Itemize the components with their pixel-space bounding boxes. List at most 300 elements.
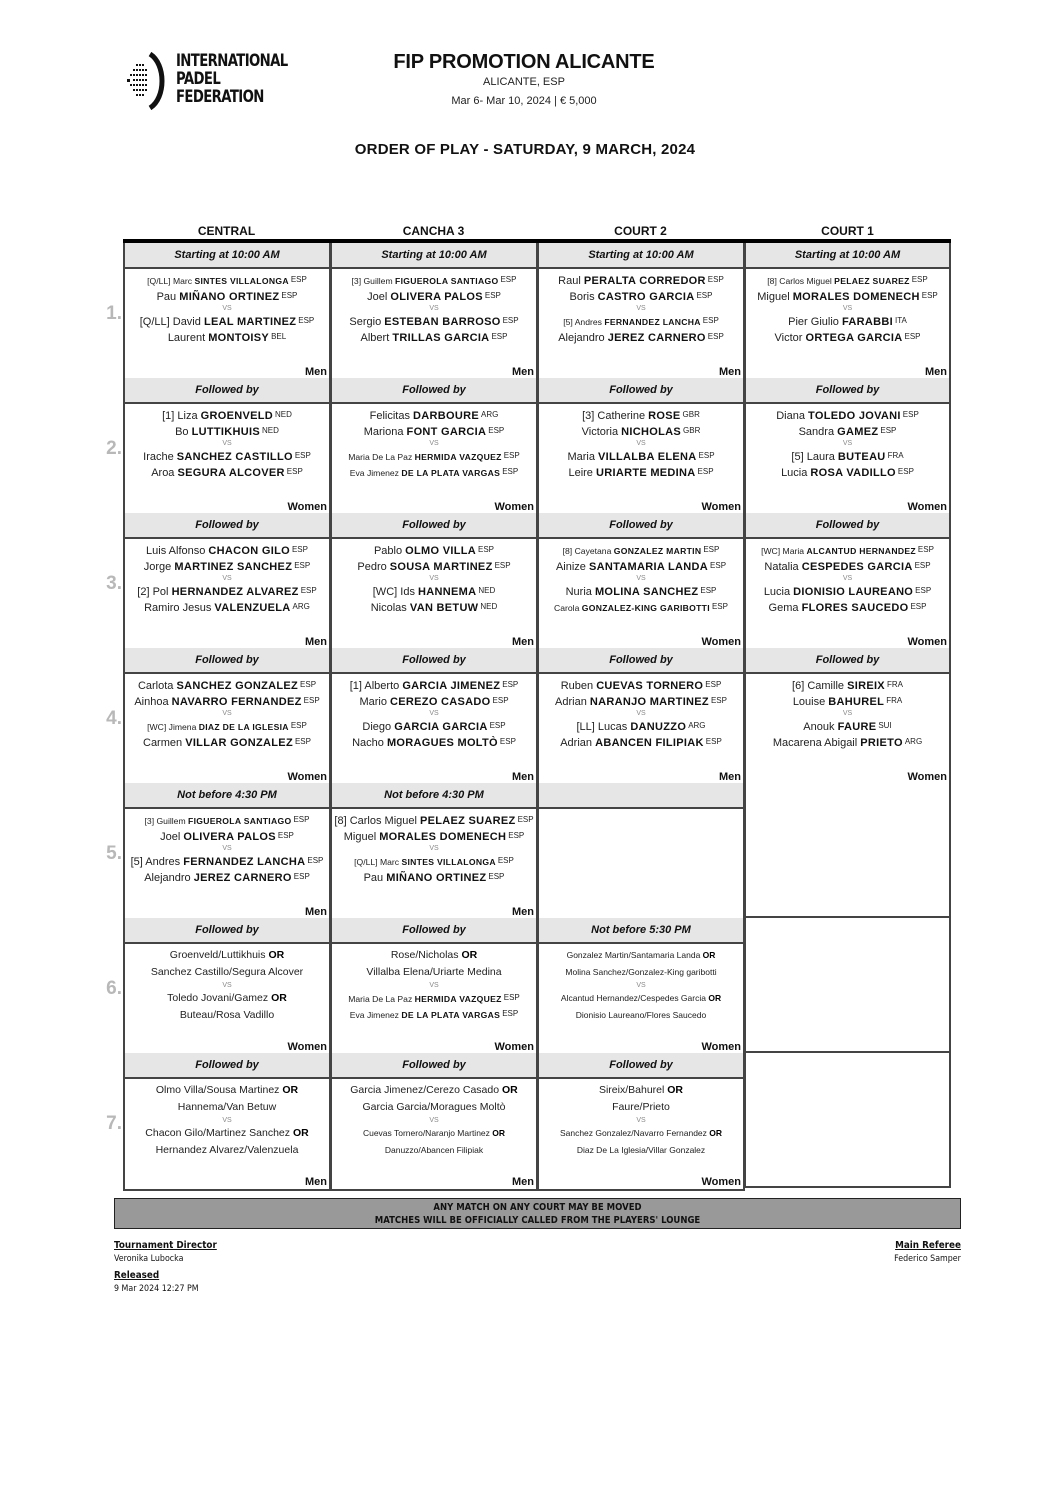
player-line (125, 407, 329, 423)
player-first-name: Maria (782, 546, 805, 556)
court-headers (123, 224, 951, 238)
player-last-name: DIONISIO LAUREANO (793, 586, 914, 598)
player-nationality: ESP (710, 696, 727, 705)
player-last-name: PELAEZ SUAREZ (420, 815, 516, 827)
match-category: Women (701, 1041, 741, 1053)
match-body (125, 1079, 329, 1189)
player-last-name: LEAL MARTINEZ (203, 316, 297, 328)
player-line (332, 693, 536, 709)
player-line (539, 329, 743, 345)
match-cell[interactable] (123, 783, 331, 921)
player-nationality: ESP (492, 696, 509, 705)
player-first-name: Eva Jimenez (349, 1010, 399, 1020)
logo-wordmark (176, 52, 288, 106)
match-body (539, 539, 743, 649)
pair-line (539, 1007, 743, 1024)
player-first-name: Nacho (352, 737, 384, 749)
vs-label: VS (842, 440, 853, 447)
player-first-name: Carmen (143, 737, 183, 749)
player-nationality: ESP (497, 856, 514, 865)
vs-label: VS (636, 982, 646, 989)
vs-label: VS (842, 575, 853, 582)
match-cell[interactable] (744, 243, 951, 381)
player-nationality: ESP (303, 696, 320, 705)
player-line (539, 313, 743, 329)
player-line (539, 407, 743, 423)
player-line (539, 288, 743, 304)
tournament-director-label: Tournament Director (114, 1240, 217, 1251)
court-header-cancha-3: CANCHA 3 (402, 224, 465, 238)
player-first-name: Marc (379, 857, 400, 867)
match-body (125, 944, 329, 1054)
match-category: Women (287, 1041, 327, 1053)
player-line (332, 464, 536, 480)
player-last-name: SINTES VILLALONGA (194, 276, 289, 286)
player-nationality: GBR (683, 426, 701, 435)
player-first-name: Adrian (555, 696, 587, 708)
match-time: Followed by (125, 378, 329, 404)
match-cell[interactable] (537, 648, 745, 786)
match-cell[interactable] (537, 513, 745, 651)
match-cell[interactable] (123, 918, 331, 1056)
match-time: Followed by (539, 648, 743, 674)
match-body (125, 674, 329, 784)
match-players (125, 812, 329, 885)
player-last-name: OLIVERA PALOS (183, 831, 276, 843)
player-first-name: Ainize (555, 561, 586, 573)
row-number: 2. (106, 438, 122, 459)
player-last-name: SANCHEZ CASTILLO (176, 451, 293, 463)
pair-names: Cuevas Tornero/Naranjo Martinez (362, 1128, 490, 1138)
player-line (332, 313, 536, 329)
player-last-name: MONTOISY (208, 332, 270, 344)
match-category: Women (287, 501, 327, 513)
player-line (332, 599, 536, 615)
player-nationality: ESP (517, 815, 534, 824)
player-line (539, 599, 743, 615)
match-players (332, 947, 536, 1022)
row-number: 6. (106, 978, 122, 999)
player-nationality: ESP (488, 426, 505, 435)
player-line (746, 583, 949, 599)
match-time: Followed by (332, 378, 536, 404)
match-cell[interactable] (330, 1053, 538, 1191)
pair-line (332, 947, 536, 964)
player-nationality: ESP (286, 467, 303, 476)
pair-line (125, 1007, 329, 1024)
or-label: OR (292, 1127, 309, 1139)
match-body (332, 404, 536, 514)
player-last-name: FAURE (837, 721, 877, 733)
player-last-name: CHACON GILO (208, 545, 290, 557)
player-first-name: Victoria (581, 426, 619, 438)
player-last-name: TOLEDO JOVANI (808, 410, 901, 422)
player-line (125, 542, 329, 558)
match-cell[interactable] (330, 918, 538, 1056)
player-nationality: ESP (502, 316, 519, 325)
player-line (125, 869, 329, 885)
player-line (746, 464, 949, 480)
player-nationality: ESP (293, 815, 310, 824)
pair-line (125, 1125, 329, 1142)
player-seed: [Q/LL] (147, 276, 171, 286)
vs-label: VS (636, 1117, 646, 1124)
player-nationality: ITA (894, 316, 907, 325)
player-last-name: GAMEZ (837, 426, 879, 438)
player-last-name: HERNANDEZ ALVAREZ (171, 586, 299, 598)
player-first-name: Louise (792, 696, 826, 708)
vs-label: VS (429, 575, 439, 582)
empty-court-1-slots (744, 783, 951, 1188)
pair-names: Villalba Elena/Uriarte Medina (366, 966, 502, 978)
player-last-name: NAVARRO FERNANDEZ (171, 696, 302, 708)
player-first-name: Albert (360, 332, 390, 344)
match-cell[interactable] (744, 648, 951, 786)
player-nationality: ESP (494, 561, 511, 570)
player-seed: [5] (563, 317, 573, 327)
match-time: Not before 5:30 PM (539, 918, 743, 944)
match-cell[interactable] (123, 1053, 331, 1191)
pair-names: Faure/Prieto (612, 1101, 670, 1113)
order-of-play-title: ORDER OF PLAY - SATURDAY, 9 MARCH, 2024 (354, 141, 696, 158)
row-number: 4. (106, 708, 122, 729)
player-nationality: ESP (294, 561, 311, 570)
match-time: Followed by (746, 513, 949, 539)
player-last-name: ROSA VADILLO (810, 467, 896, 479)
player-seed: [5] (130, 856, 143, 868)
player-line (539, 693, 743, 709)
player-line (332, 583, 536, 599)
player-first-name: Miguel (757, 291, 790, 303)
player-nationality: ESP (711, 602, 728, 611)
player-line (125, 464, 329, 480)
player-seed: [3] (144, 816, 155, 826)
player-first-name: Guillem (363, 276, 393, 286)
player-last-name: HANNEMA (418, 586, 477, 598)
player-nationality: NED (478, 586, 496, 595)
player-line (125, 812, 329, 828)
player-first-name: Gema (768, 602, 799, 614)
player-nationality: ESP (484, 291, 501, 300)
player-first-name: Miguel (343, 831, 377, 843)
player-last-name: OLIVERA PALOS (390, 291, 483, 303)
match-cell[interactable] (330, 243, 538, 381)
player-last-name: PERALTA CORREDOR (583, 275, 706, 287)
match-cell[interactable] (123, 513, 331, 651)
released-label: Released (114, 1270, 160, 1281)
match-cell[interactable] (330, 648, 538, 786)
player-last-name: HERMIDA VAZQUEZ (414, 994, 502, 1004)
match-body (539, 809, 743, 919)
player-last-name: OLMO VILLA (405, 545, 476, 557)
match-cell[interactable] (744, 513, 951, 651)
match-cell[interactable] (537, 243, 745, 381)
player-first-name: Boris (569, 291, 595, 303)
fip-logo (126, 50, 291, 112)
player-line (125, 313, 329, 329)
player-first-name: Nicolas (370, 602, 407, 614)
player-last-name: NARANJO MARTINEZ (589, 696, 709, 708)
player-line (539, 423, 743, 439)
vs-label: VS (429, 710, 439, 717)
player-last-name: FIGUEROLA SANTIAGO (395, 276, 499, 286)
player-line (539, 448, 743, 464)
player-first-name: Diego (362, 721, 392, 733)
vs-label: VS (636, 305, 646, 312)
player-nationality: ESP (914, 561, 931, 570)
main-referee-name: Federico Samper (894, 1254, 961, 1264)
player-last-name: GARCIA JIMENEZ (402, 680, 501, 692)
match-body (125, 539, 329, 649)
tournament-director-name: Veronika Lubocka (114, 1254, 184, 1264)
player-last-name: ABANCEN FILIPIAK (595, 737, 704, 749)
player-line (746, 718, 949, 734)
pair-names: Gonzalez Martin/Santamaria Landa (566, 950, 701, 960)
player-nationality: ESP (703, 545, 720, 554)
player-line (332, 812, 536, 828)
player-nationality: ESP (489, 721, 506, 730)
pair-line (125, 964, 329, 981)
match-players (125, 272, 329, 345)
player-line (332, 990, 536, 1006)
match-cell[interactable] (123, 378, 331, 516)
player-nationality: ARG (481, 410, 499, 419)
vs-label: VS (842, 710, 853, 717)
player-last-name: SOUSA MARTINEZ (389, 561, 493, 573)
player-first-name: Pablo (373, 545, 403, 557)
match-time: Followed by (125, 918, 329, 944)
player-seed: [3] (351, 276, 362, 286)
match-body (332, 539, 536, 649)
player-nationality: ESP (702, 316, 719, 325)
vs-label: VS (842, 305, 853, 312)
player-first-name: Raul (558, 275, 581, 287)
player-nationality: ESP (290, 721, 307, 730)
player-first-name: Luis Alfonso (146, 545, 206, 557)
vs-label: VS (429, 982, 439, 989)
player-first-name: Maria De La Paz (348, 452, 413, 462)
match-cell[interactable] (537, 1053, 745, 1191)
player-first-name: Pol (152, 586, 169, 598)
player-line (125, 272, 329, 288)
player-first-name: Joel (367, 291, 388, 303)
match-time: Not before 4:30 PM (125, 783, 329, 809)
player-seed: [5] (791, 451, 804, 463)
match-cell[interactable] (537, 378, 745, 516)
or-label: OR (268, 949, 285, 961)
match-time: Followed by (125, 513, 329, 539)
player-nationality: ESP (910, 602, 927, 611)
match-players (332, 677, 536, 750)
player-last-name: ESTEBAN BARROSO (384, 316, 501, 328)
player-nationality: ESP (294, 451, 311, 460)
player-line (332, 272, 536, 288)
player-last-name: SINTES VILLALONGA (401, 857, 496, 867)
player-last-name: CEREZO CASADO (390, 696, 491, 708)
player-last-name: LUTTIKHUIS (191, 426, 261, 438)
player-nationality: ESP (705, 737, 722, 746)
player-nationality: ESP (291, 545, 308, 554)
pair-names: Toledo Jovani/Gamez (167, 992, 269, 1004)
match-time: Followed by (539, 378, 743, 404)
pair-names: Buteau/Rosa Vadillo (179, 1009, 275, 1021)
or-label: OR (709, 1128, 723, 1138)
player-nationality: ESP (915, 586, 932, 595)
match-cell[interactable] (123, 243, 331, 381)
player-last-name: SANCHEZ GONZALEZ (176, 680, 299, 692)
or-label: OR (492, 1128, 506, 1138)
player-last-name: PELAEZ SUAREZ (834, 276, 910, 286)
pair-names: Dionisio Laureano/Flores Saucedo (575, 1010, 707, 1020)
player-line (332, 853, 536, 869)
player-first-name: Pier Giulio (788, 316, 839, 328)
player-nationality: ESP (500, 275, 517, 284)
player-last-name: VILLAR GONZALEZ (185, 737, 293, 749)
match-cell[interactable] (537, 783, 745, 921)
player-line (746, 288, 949, 304)
match-time (539, 783, 743, 809)
match-category: Men (305, 366, 327, 378)
notice-line-1: ANY MATCH ON ANY COURT MAY BE MOVED (433, 1202, 642, 1213)
player-last-name: FERNANDEZ LANCHA (604, 317, 701, 327)
player-seed: [Q/LL] (139, 316, 170, 328)
court-header-court-2: COURT 2 (614, 224, 667, 238)
player-line (746, 677, 949, 693)
match-category: Men (512, 906, 534, 918)
player-first-name: Alejandro (144, 872, 191, 884)
match-players (746, 677, 949, 750)
match-cell[interactable] (330, 783, 538, 921)
match-category: Men (305, 1176, 327, 1188)
player-nationality: FRA (887, 451, 904, 460)
player-nationality: ESP (917, 545, 934, 554)
match-cell[interactable] (330, 378, 538, 516)
match-body (125, 269, 329, 379)
player-nationality: ESP (503, 993, 520, 1002)
player-line (125, 718, 329, 734)
player-first-name: Irache (143, 451, 174, 463)
match-players (332, 1082, 536, 1159)
player-last-name: MARTINEZ SANCHEZ (174, 561, 293, 573)
player-first-name: Mariona (363, 426, 404, 438)
match-time: Followed by (539, 1053, 743, 1079)
match-cell[interactable] (744, 378, 951, 516)
row-number: 1. (106, 303, 122, 324)
match-body (125, 404, 329, 514)
match-category: Women (907, 771, 947, 783)
pair-names: Garcia Jimenez/Cerezo Casado (350, 1084, 500, 1096)
pair-names: Hernandez Alvarez/Valenzuela (155, 1144, 299, 1156)
pair-line (125, 1099, 329, 1116)
player-seed: [8] (767, 276, 777, 286)
player-nationality: ESP (293, 872, 310, 881)
player-last-name: URIARTE MEDINA (595, 467, 696, 479)
pair-line (539, 964, 743, 981)
row-number: 7. (106, 1113, 122, 1134)
player-last-name: DE LA PLATA VARGAS (401, 1010, 501, 1020)
match-category: Women (907, 636, 947, 648)
player-nationality: NED (262, 426, 279, 435)
match-category: Men (305, 636, 327, 648)
empty-court-separator (744, 1051, 951, 1053)
player-seed: [1] (162, 410, 175, 422)
pair-line (332, 1082, 536, 1099)
player-first-name: Eva Jimenez (349, 468, 399, 478)
match-time: Followed by (332, 513, 536, 539)
player-first-name: Sandra (798, 426, 835, 438)
player-first-name: Victor (774, 332, 803, 344)
row-number: 5. (106, 843, 122, 864)
player-line (539, 583, 743, 599)
player-last-name: MOLINA SANCHEZ (594, 586, 699, 598)
player-first-name: Pau (363, 872, 384, 884)
player-line (332, 1006, 536, 1022)
match-category: Men (925, 366, 947, 378)
player-line (746, 448, 949, 464)
player-nationality: ESP (478, 545, 495, 554)
or-label: OR (282, 1084, 299, 1096)
match-time: Followed by (746, 378, 949, 404)
player-last-name: MIÑANO ORTINEZ (386, 872, 487, 884)
pair-names: Alcantud Hernandez/Cespedes Garcia (560, 993, 706, 1003)
player-last-name: CASTRO GARCIA (597, 291, 695, 303)
pair-names: Olmo Villa/Sousa Martinez (155, 1084, 280, 1096)
match-cell[interactable] (330, 513, 538, 651)
player-first-name: Catherine (597, 410, 646, 422)
player-first-name: Camille (807, 680, 845, 692)
player-first-name: Laurent (167, 332, 206, 344)
match-cell[interactable] (537, 918, 745, 1056)
player-last-name: GONZALEZ MARTIN (613, 546, 702, 556)
pair-line (125, 990, 329, 1007)
player-line (332, 828, 536, 844)
player-nationality: ESP (491, 332, 508, 341)
player-line (332, 869, 536, 885)
pair-names: Sanchez Gonzalez/Navarro Fernandez (559, 1128, 707, 1138)
player-first-name: Carlos Miguel (349, 815, 417, 827)
match-players (539, 542, 743, 615)
player-line (125, 329, 329, 345)
match-players (332, 812, 536, 885)
player-line (125, 288, 329, 304)
player-seed: [Q/LL] (354, 857, 378, 867)
player-nationality: ESP (911, 275, 928, 284)
player-seed: [8] (562, 546, 573, 556)
pair-line (332, 964, 536, 981)
player-first-name: Pau (156, 291, 177, 303)
player-last-name: JEREZ CARNERO (607, 332, 706, 344)
player-last-name: FONT GARCIA (406, 426, 487, 438)
player-last-name: GROENVELD (200, 410, 274, 422)
match-cell[interactable] (123, 648, 331, 786)
match-time: Followed by (332, 918, 536, 944)
player-nationality: ARG (292, 602, 310, 611)
player-nationality: ESP (696, 291, 713, 300)
logo-line: FEDERATION (176, 87, 264, 107)
pair-line (125, 947, 329, 964)
match-players (746, 272, 949, 345)
player-last-name: MORALES DOMENECH (379, 831, 507, 843)
match-time: Not before 4:30 PM (332, 783, 536, 809)
match-players (746, 542, 949, 615)
player-last-name: ALCANTUD HERNANDEZ (806, 546, 916, 556)
match-body (746, 269, 949, 379)
player-nationality: ESP (300, 680, 317, 689)
player-last-name: JEREZ CARNERO (193, 872, 292, 884)
player-first-name: Nuria (565, 586, 592, 598)
player-last-name: BUTEAU (837, 451, 886, 463)
player-line (539, 464, 743, 480)
